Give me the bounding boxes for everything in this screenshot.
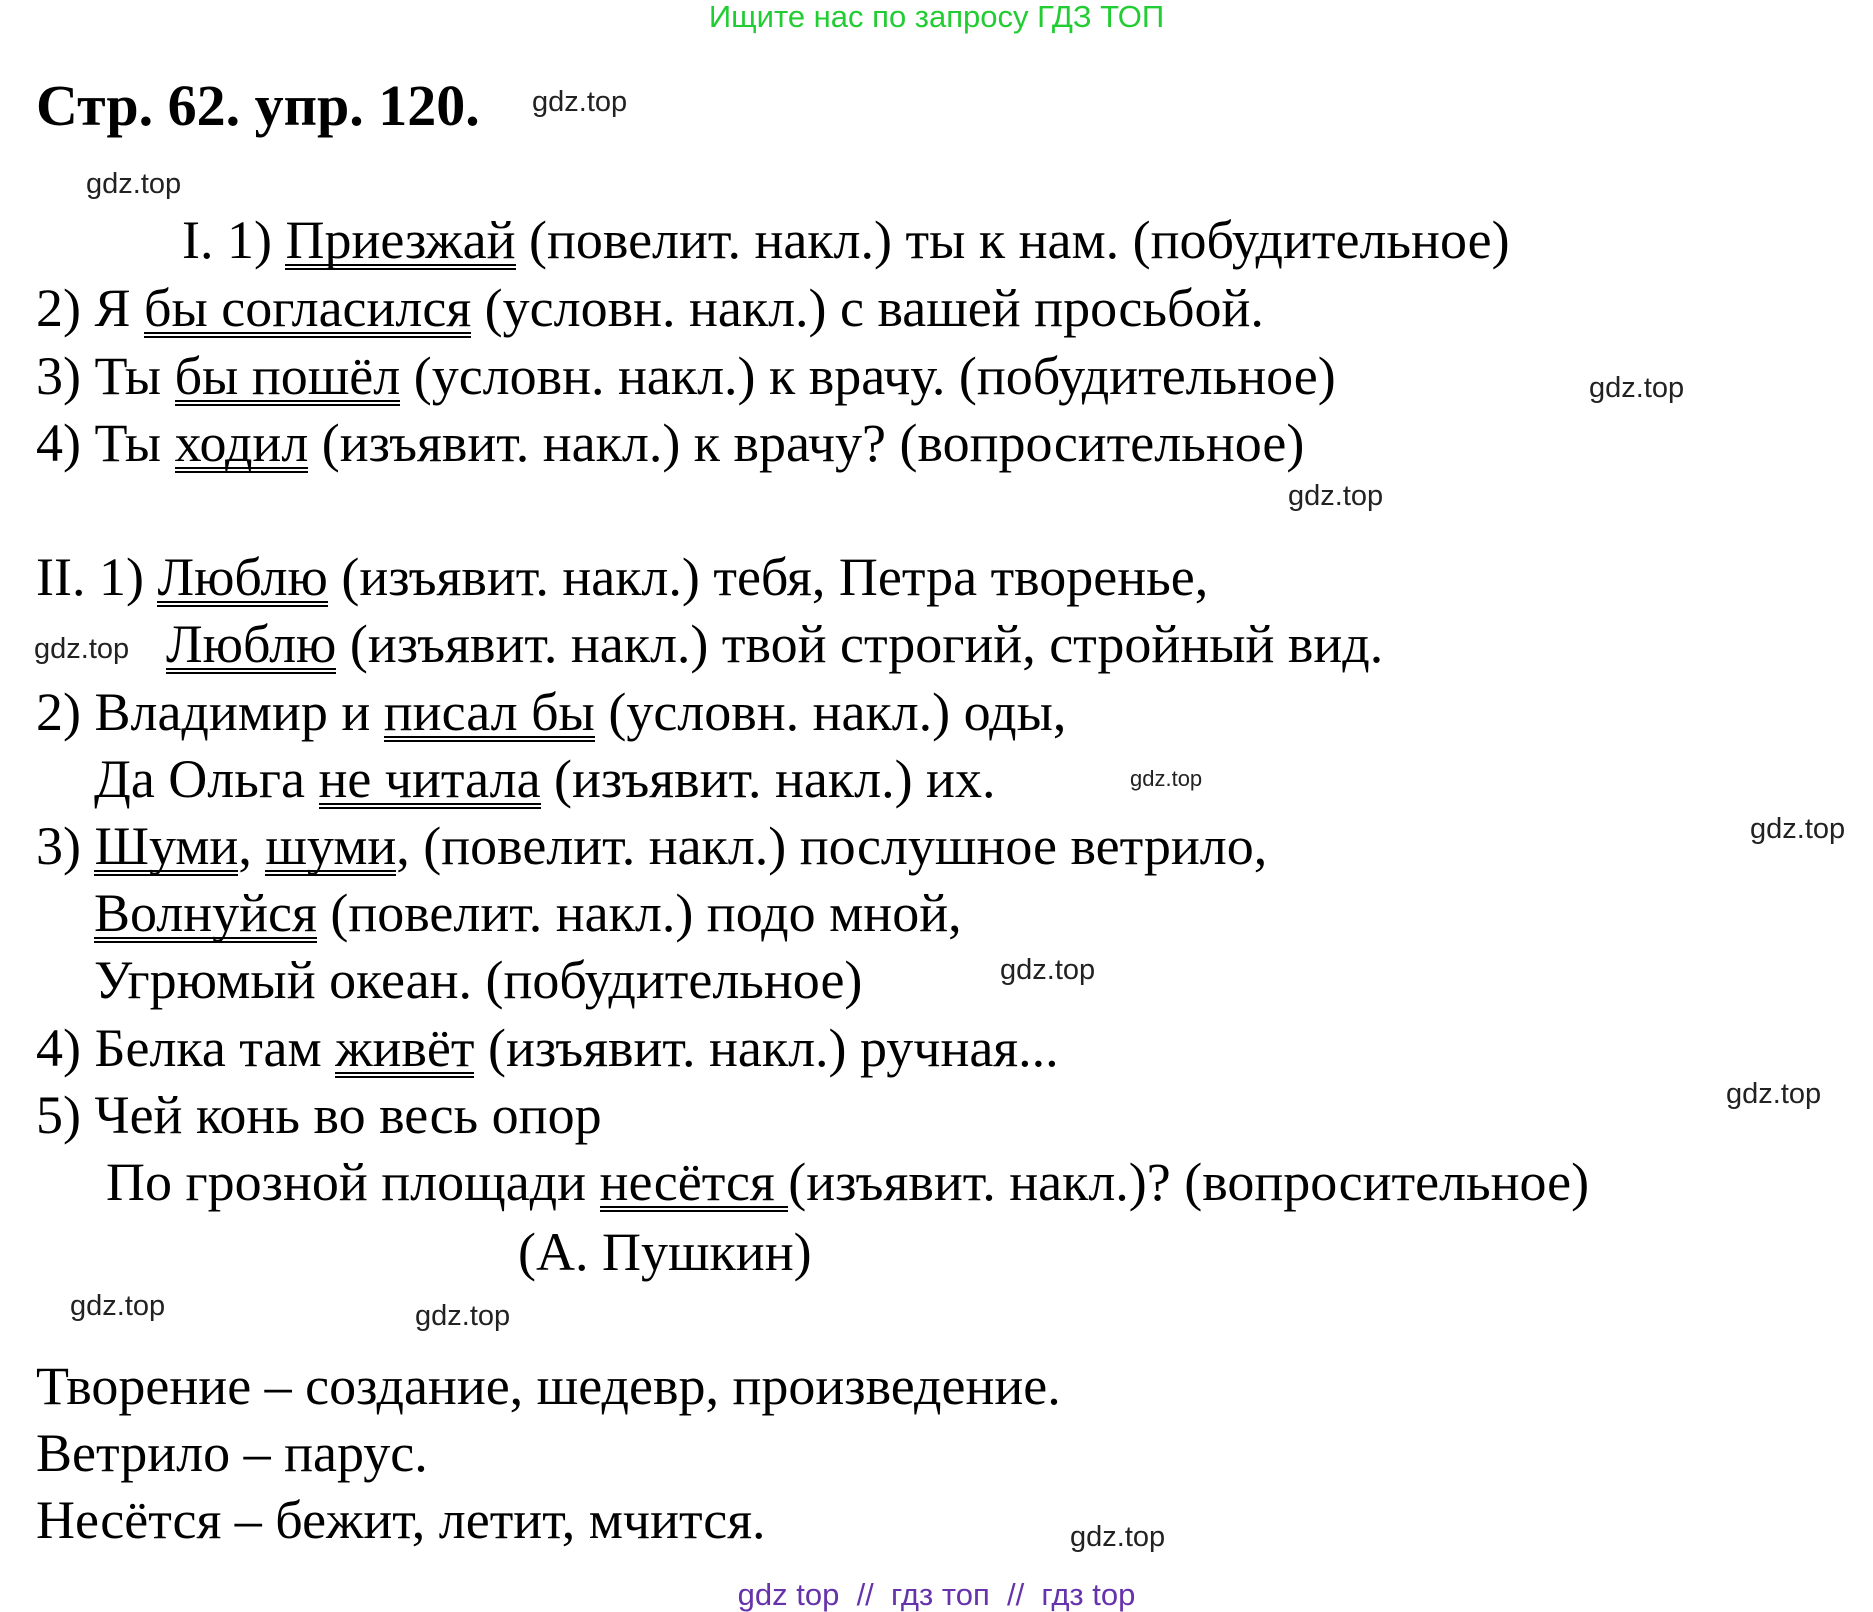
- underlined-verb: Шуми: [94, 816, 239, 876]
- text-line: [36, 343, 1336, 409]
- underlined-verb: живёт: [335, 1018, 475, 1078]
- text-line: [36, 1487, 766, 1553]
- text-line: [94, 746, 995, 812]
- text-segment: I. 1): [182, 210, 286, 270]
- text-line: [106, 1149, 1589, 1215]
- text-segment: (изъявит. накл.) твой строгий, стройный вид.: [336, 614, 1384, 674]
- text-segment: (изъявит. накл.) тебя, Петра творенье,: [327, 547, 1209, 607]
- text-segment: (условн. накл.) к врачу. (побудительное): [400, 346, 1336, 406]
- text-segment: 2) Владимир и: [36, 682, 384, 742]
- underlined-verb: Волнуйся: [94, 883, 317, 943]
- text-line: [166, 611, 1383, 677]
- text-line: [36, 1353, 1061, 1419]
- underlined-verb: писал бы: [383, 682, 595, 742]
- text-segment: (повелит. накл.) ты к нам. (побудительное): [515, 210, 1510, 270]
- text-line: [36, 275, 1264, 341]
- underlined-verb: не читала: [318, 749, 541, 809]
- text-segment: (изъявит. накл.) их.: [540, 749, 996, 809]
- underlined-verb: бы согласился: [144, 278, 472, 338]
- text-segment: ,: [238, 816, 266, 876]
- text-segment: 5) Чей конь во весь опор: [36, 1085, 602, 1145]
- watermark: gdz.top: [34, 633, 130, 665]
- watermark: gdz.top: [1070, 1521, 1166, 1553]
- text-line: [36, 1082, 602, 1148]
- text-segment: (условн. накл.) с вашей просьбой.: [471, 278, 1264, 338]
- text-segment: 3): [36, 816, 95, 876]
- text-line: [36, 1015, 1059, 1081]
- watermark: gdz.top: [1726, 1078, 1822, 1110]
- footer-links[interactable]: gdz top // гдз топ // гдз top: [737, 1577, 1136, 1612]
- watermark: gdz.top: [1589, 372, 1685, 404]
- text-segment: (повелит. накл.) подо мной,: [316, 883, 962, 943]
- watermark: gdz.top: [1750, 813, 1846, 845]
- text-segment: Творение – создание, шедевр, произведение.: [36, 1356, 1061, 1416]
- watermark: gdz.top: [1130, 766, 1203, 791]
- text-line: [36, 813, 1267, 879]
- watermark: gdz.top: [532, 86, 628, 118]
- text-segment: (А. Пушкин): [518, 1222, 812, 1282]
- text-segment: II. 1): [36, 547, 158, 607]
- underlined-verb: Приезжай: [285, 210, 516, 270]
- underlined-verb: шуми: [265, 816, 397, 876]
- watermark: gdz.top: [1288, 480, 1384, 512]
- page-title: Стр. 62. упр. 120.: [36, 73, 480, 138]
- underlined-verb: Люблю: [157, 547, 328, 607]
- text-segment: 4) Ты: [36, 413, 175, 473]
- watermark: gdz.top: [86, 168, 182, 200]
- text-segment: (изъявит. накл.) к врачу? (вопросительное): [308, 413, 1305, 473]
- text-line: [518, 1219, 812, 1285]
- underlined-verb: Люблю: [166, 614, 337, 674]
- text-line: [36, 410, 1304, 476]
- text-segment: По грозной площади: [106, 1152, 600, 1212]
- underlined-verb: ходил: [174, 413, 309, 473]
- text-line: [182, 207, 1510, 273]
- text-line: [94, 947, 862, 1013]
- text-segment: Да Ольга: [94, 749, 319, 809]
- text-segment: Ветрило – парус.: [36, 1423, 428, 1483]
- underlined-verb: несётся: [599, 1152, 789, 1212]
- header-ad-text[interactable]: Ищите нас по запросу ГДЗ ТОП: [708, 0, 1165, 34]
- text-segment: 2) Я: [36, 278, 144, 338]
- text-segment: , (повелит. накл.) послушное ветрило,: [396, 816, 1268, 876]
- text-segment: (изъявит. накл.) ручная...: [474, 1018, 1059, 1078]
- text-segment: 3) Ты: [36, 346, 175, 406]
- text-segment: (условн. накл.) оды,: [594, 682, 1067, 742]
- watermark: gdz.top: [415, 1300, 511, 1332]
- watermark: gdz.top: [1000, 954, 1096, 986]
- text-segment: (изъявит. накл.)? (вопросительное): [788, 1152, 1590, 1212]
- text-line: [36, 679, 1066, 745]
- text-segment: 4) Белка там: [36, 1018, 336, 1078]
- text-segment: Угрюмый океан. (побудительное): [94, 950, 863, 1010]
- text-segment: Несётся – бежит, летит, мчится.: [36, 1490, 766, 1550]
- text-line: [94, 880, 962, 946]
- watermark: gdz.top: [70, 1290, 166, 1322]
- text-line: [36, 544, 1208, 610]
- text-line: [36, 1420, 428, 1486]
- underlined-verb: бы пошёл: [174, 346, 401, 406]
